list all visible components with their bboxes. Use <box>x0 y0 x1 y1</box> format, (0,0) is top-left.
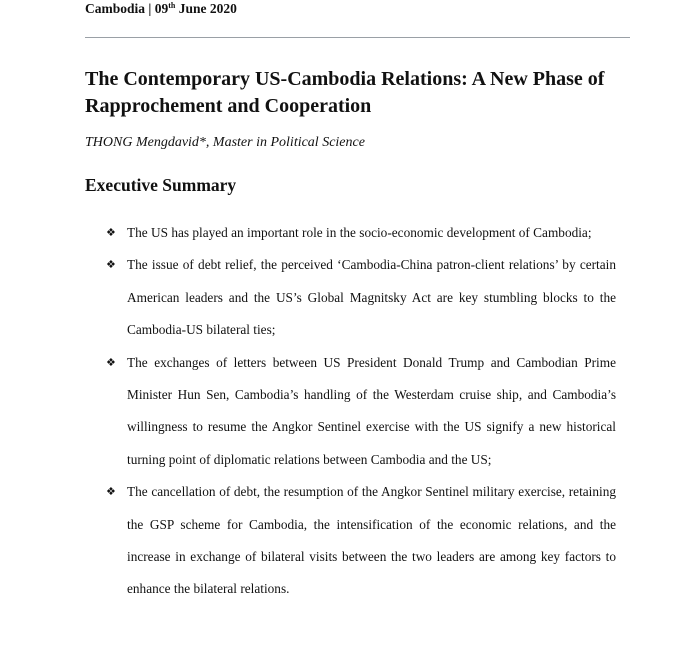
diamond-dots-icon: ❖ <box>106 259 116 272</box>
list-item-text: The exchanges of letters between US President Donald Trump and Cambodian Prime Minister Hun Sen, Cambodia’s handling of the Westerdam cruise ship, and Cambodia’s willingness to resume the Angkor Sentinel exercise with the US signify a new historical turning point of diplomatic relations between Cambodia and the US; <box>127 354 616 467</box>
list-item-text: The issue of debt relief, the perceived ‘Cambodia-China patron-client relations’ by certain American leaders and the US’s Global Magnitsky Act are key stumbling blocks to the Cambodia-US bilateral ties; <box>127 257 616 338</box>
header-date-rest: June 2020 <box>175 1 237 16</box>
document-title: The Contemporary US-Cambodia Relations: A New Phase of Rapprochement and Cooperation <box>85 68 605 117</box>
list-item-text: The cancellation of debt, the resumption of the Angkor Sentinel military exercise, retaining the GSP scheme for Cambodia, the intensification of the economic relations, and the increase in exchange of bilateral visits between the two leaders are among key factors to enhance the bilateral relations. <box>127 484 616 597</box>
header-divider <box>85 37 630 38</box>
header-date-suffix: th <box>168 1 176 10</box>
diamond-dots-icon: ❖ <box>106 486 116 499</box>
executive-summary-list <box>106 217 616 606</box>
page-header <box>85 1 237 17</box>
list-item-text: The US has played an important role in the socio-economic development of Cambodia; <box>127 225 592 240</box>
section-heading: Executive Summary <box>85 175 237 195</box>
header-place-date: Cambodia | 09 <box>85 1 169 16</box>
list-item <box>106 249 616 346</box>
author-line: THONG Mengdavid*, Master in Political Science <box>85 135 365 150</box>
diamond-dots-icon: ❖ <box>106 227 116 239</box>
list-item <box>106 476 616 606</box>
diamond-dots-icon: ❖ <box>106 356 116 369</box>
list-item <box>106 347 616 477</box>
list-item <box>106 217 616 249</box>
